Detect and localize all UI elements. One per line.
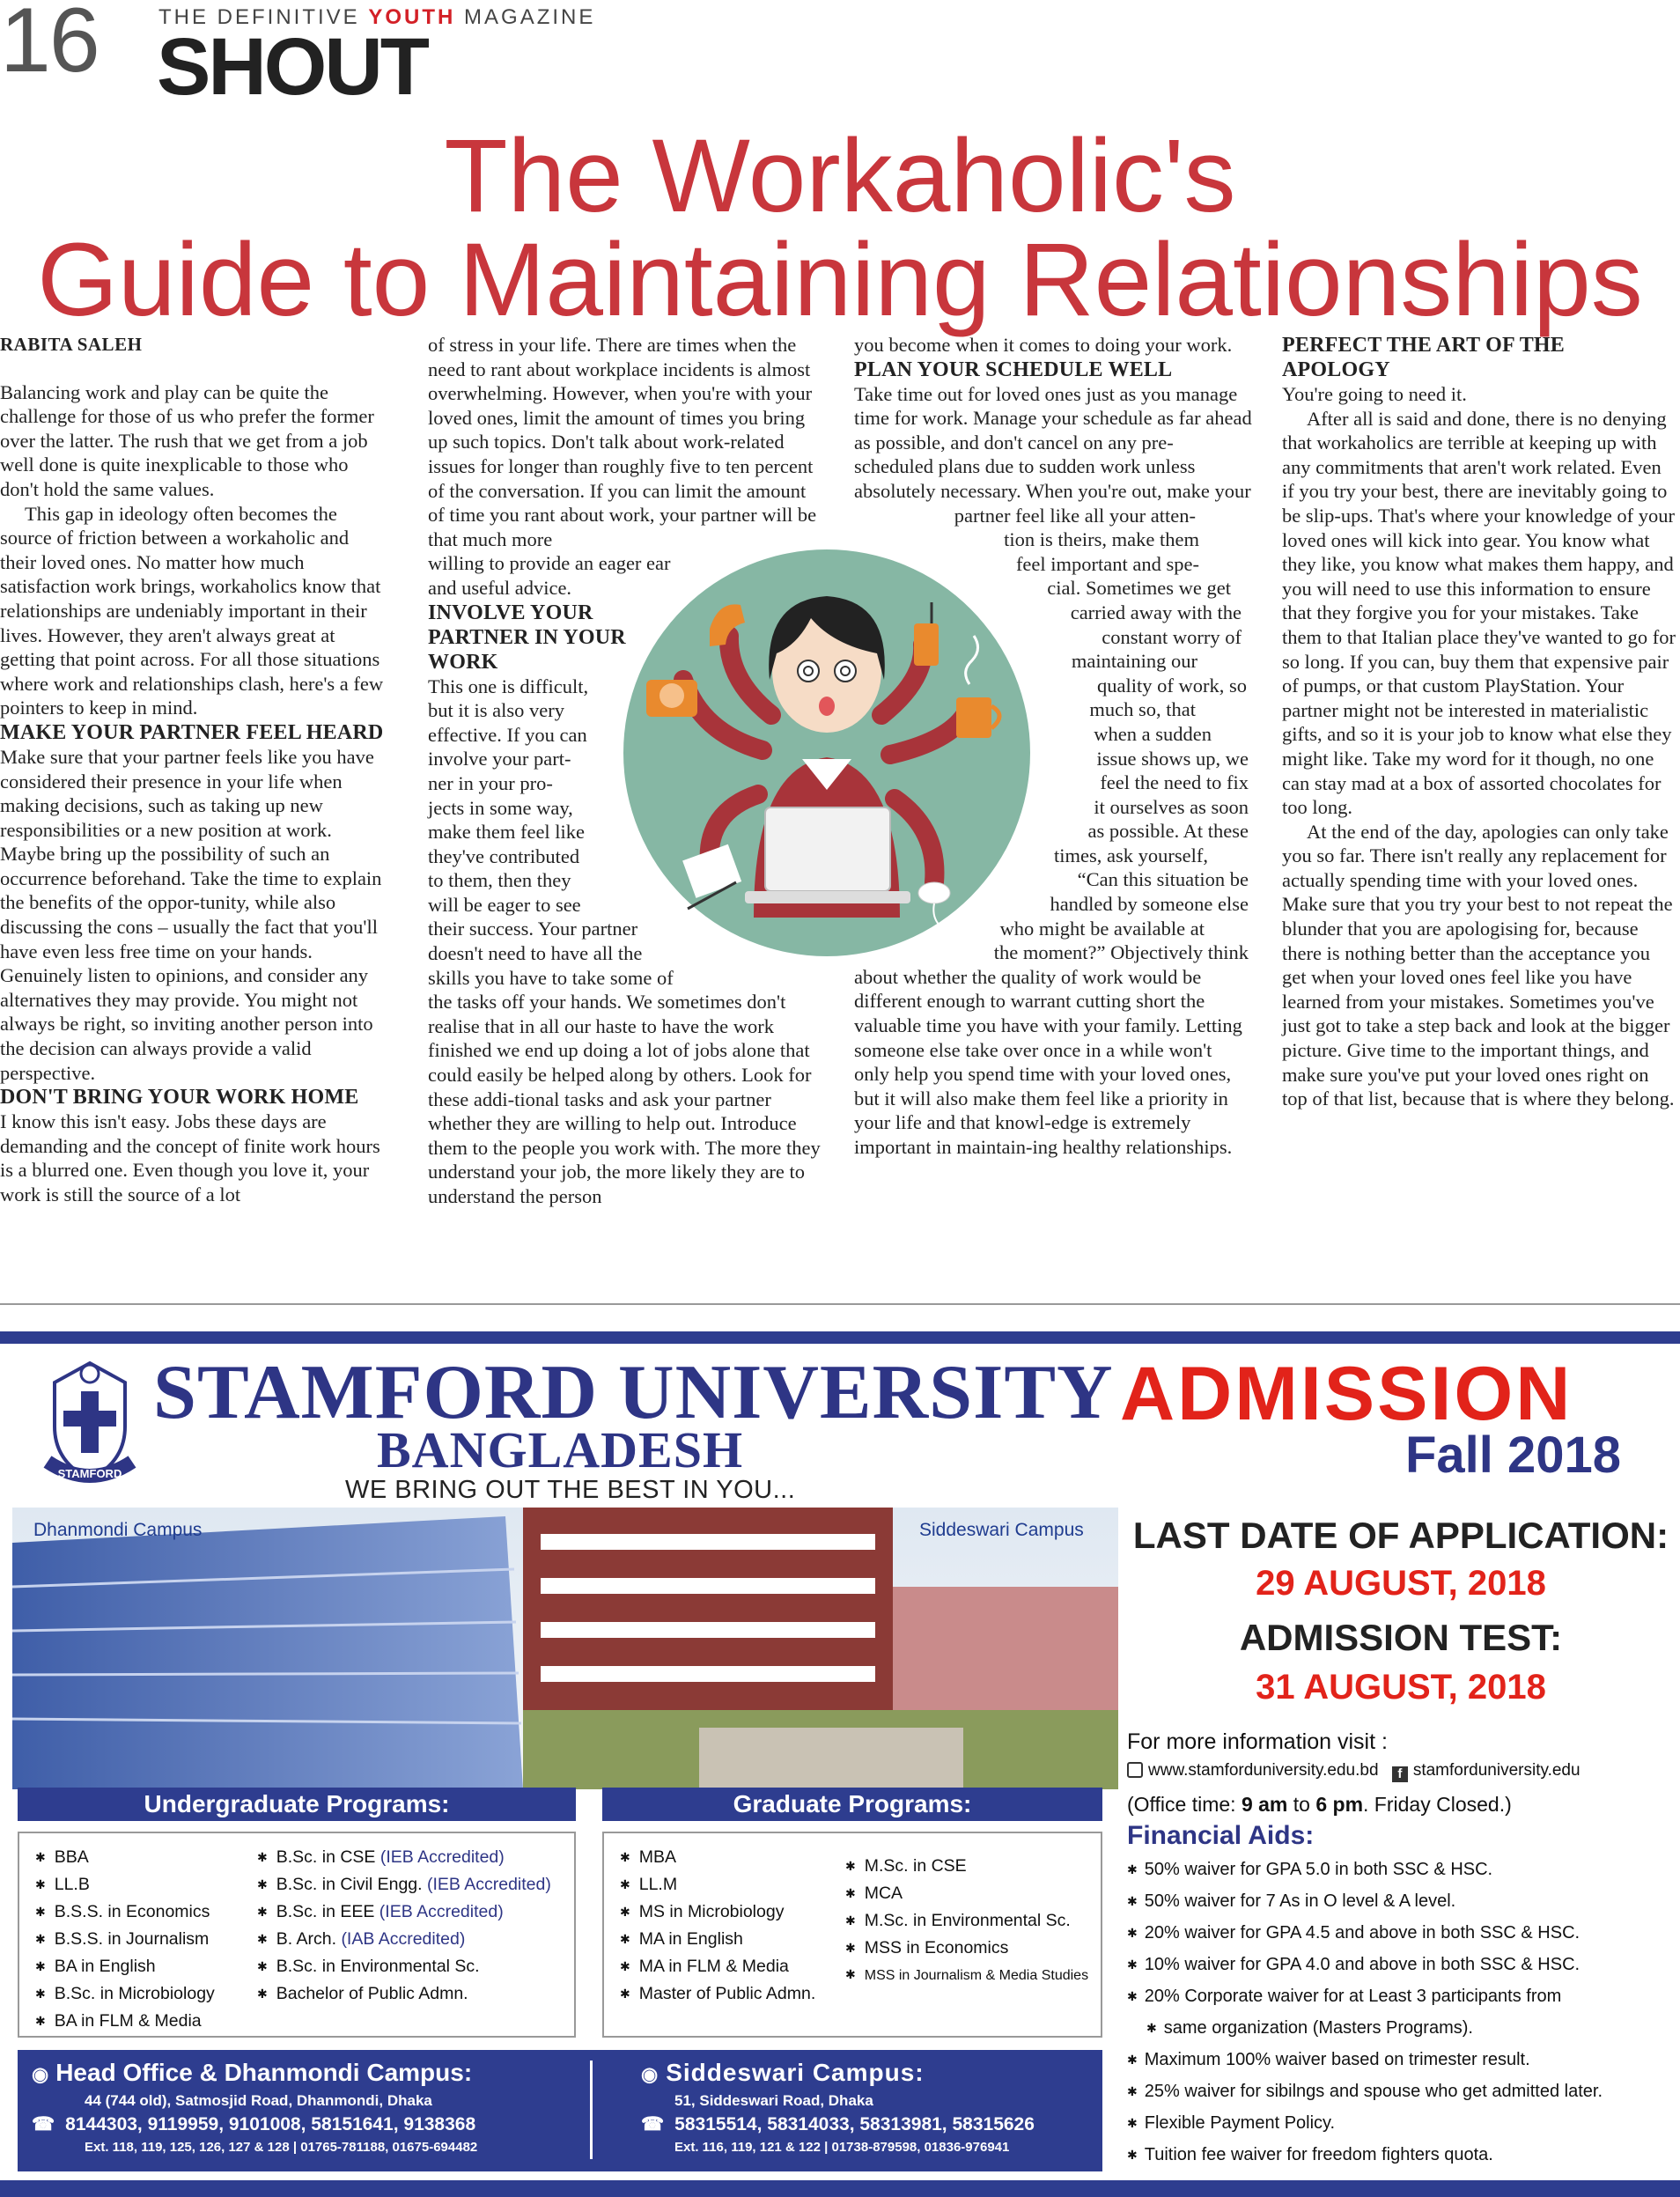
coffee-mug-icon	[956, 697, 991, 738]
list-item-continuation: ✱ same organization (Masters Programs).	[1127, 2013, 1603, 2045]
ad-top-border	[0, 1331, 1680, 1344]
left-eye	[798, 660, 819, 682]
paragraph: the tasks off your hands. We sometimes don't realise that in all our haste to have the work finished we end up doing a lot of jobs alone that could easily be helped along by others. Look for these addi-tional tasks and ask your partner whether they are willing to help out. Introduce them to the people you work with. The more they understand your job, the more likely they are to understand the person	[428, 991, 821, 1207]
list-item: ✱ Tuition fee waiver for freedom fighters quota.	[1127, 2140, 1603, 2171]
list-item: ✱ Master of Public Admn.	[620, 1980, 815, 2008]
university-motto: WE BRING OUT THE BEST IN YOU...	[345, 1476, 796, 1504]
undergraduate-heading: Undergraduate Programs:	[18, 1788, 576, 1821]
article-title-line2: Guide to Maintaining Relationships	[37, 222, 1643, 338]
globe-icon	[1127, 1762, 1143, 1778]
list-item: ✱ M.Sc. in Environmental Sc.	[845, 1907, 1088, 1935]
paragraph: At the end of the day, apologies can only take you so far. There isn't really any replacement for actually spending time with your loved ones. Make sure that you try your best to not repeat the blunder that you are apologising for, because there is nothing better than the acceptance you get when your loved ones feel like you have learned from your mistakes. Sometimes you've just got to take a step back and look at the bigger picture. Give time to the important things, and make sure you've put your loved ones right on top of that list, because that is where they belong.	[1282, 820, 1675, 1110]
list-item: ✱ 50% waiver for 7 As in O level & A level.	[1127, 1886, 1603, 1918]
section-heading: PERFECT THE ART OF THE APOLOGY	[1282, 334, 1565, 381]
campus-label-dhanmondi: Dhanmondi Campus	[33, 1520, 203, 1540]
list-item: ✱ BBA	[35, 1844, 215, 1871]
paragraph: of stress in your life. There are times when the need to rant about workplace incidents is almost overwhelming. However, when you're with your loved ones, limit the amount of times you bring up such topics. Don't talk about work-related issues for longer than roughly five to ten percent of the conversation. If you can limit the amount of time you rant about work, your partner will be that much more	[428, 334, 817, 550]
list-item: ✱ Bachelor of Public Admn.	[257, 1980, 551, 2008]
campus-photo	[12, 1508, 1118, 1789]
mouth	[819, 697, 835, 716]
paragraph: This gap in ideology often becomes the source of friction between a workaholic and their loved ones. No matter how much satisfaction work brings, workaholics know that relationships are undeniably important in their lives. However, they aren't always great at getting that point across. For all those situations where work and relationships clash, here's a few pointers to keep in mind.	[0, 502, 384, 719]
list-item: ✱ Flexible Payment Policy.	[1127, 2108, 1603, 2140]
location-pin-icon: ◉	[641, 2063, 659, 2085]
campus-label-siddeswari: Siddeswari Campus	[919, 1520, 1084, 1540]
facebook-link[interactable]: stamforduniversity.edu	[1412, 1761, 1581, 1780]
graduate-heading: Graduate Programs:	[602, 1788, 1102, 1821]
list-item: ✱ B. Arch. (IAB Accredited)	[257, 1926, 551, 1953]
byline: RABITA SALEH	[0, 334, 143, 355]
right-eye	[835, 660, 856, 682]
list-item: ✱ BA in FLM & Media	[35, 2008, 215, 2035]
campus-photo-art	[12, 1508, 1118, 1789]
siddeswari-title: ◉ Siddeswari Campus:	[641, 2059, 925, 2086]
list-item: ✱ B.Sc. in Environmental Sc.	[257, 1953, 551, 1980]
info-label: For more information visit :	[1127, 1729, 1388, 1754]
wrapped-paragraph: partner feel like all your atten- tion is theirs, make them feel important and spe- cial. Sometimes we get carried away with the constant worry of maintaining our quality of work, so much so, that when a sudden issue shows up, we feel the need to fix it ourselves as soon as possible. At these times, ask yourself, “Can this situation be handled by someone else who might be available at the moment?” Objectively think	[954, 504, 1249, 964]
svg-text:STAMFORD: STAMFORD	[57, 1467, 122, 1480]
graduate-list-left	[620, 1844, 815, 2008]
web-links	[1127, 1761, 1581, 1782]
university-name: STAMFORD UNIVERSITY	[153, 1350, 1114, 1435]
admission-test-date: 31 AUGUST, 2018	[1256, 1668, 1546, 1707]
list-item: ✱ B.S.S. in Journalism	[35, 1926, 215, 1953]
article-column-4	[1282, 333, 1678, 1111]
section-heading: INVOLVE YOUR PARTNER IN YOUR WORK	[428, 601, 626, 674]
list-item: ✱ BA in English	[35, 1953, 215, 1980]
admission-test-label: ADMISSION TEST:	[1239, 1617, 1563, 1658]
undergraduate-list-left	[35, 1844, 215, 2035]
siddeswari-phones: ☎ 58315514, 58314033, 58313981, 58315626	[641, 2114, 1035, 2134]
paragraph: I know this isn't easy. Jobs these days are demanding and the concept of finite work hours is a blurred one. Even though you love it, your work is still the source of a lot	[0, 1110, 380, 1205]
text-line: and useful advice.	[428, 576, 572, 599]
list-item: ✱ B.Sc. in Civil Engg. (IEB Accredited)	[257, 1871, 551, 1898]
workaholic-illustration	[622, 548, 1032, 958]
mobile-phone-icon	[914, 623, 939, 666]
list-item: ✱ B.Sc. in CSE (IEB Accredited)	[257, 1844, 551, 1871]
paragraph: about whether the quality of work would be different enough to warrant cutting short the valuable time you have with your family. Letting someone else take over once in a while won't only help you spend time with your loved ones, but it will also make them feel like a priority in your life and that knowl-edge is extremely important in maintain-ing healthy relationships.	[854, 965, 1242, 1158]
head-office-title: ◉ Head Office & Dhanmondi Campus:	[32, 2059, 473, 2086]
contact-bar	[18, 2050, 1102, 2171]
list-item: ✱ 50% waiver for GPA 5.0 in both SSC & HSC.	[1127, 1854, 1603, 1886]
list-item: ✱ Maximum 100% waiver based on trimester result.	[1127, 2045, 1603, 2076]
head-office-phones: ☎ 8144303, 9119959, 9101008, 58151641, 9138368	[32, 2114, 476, 2134]
list-item: ✱ 20% Corporate waiver for at Least 3 participants from	[1127, 1981, 1603, 2013]
siddeswari-address: 51, Siddeswari Road, Dhaka	[674, 2092, 873, 2109]
text-line: willing to provide an eager ear	[428, 552, 671, 575]
paragraph: You're going to need it.	[1282, 383, 1467, 405]
list-item: ✱ MS in Microbiology	[620, 1898, 815, 1926]
ad-bottom-border	[0, 2180, 1680, 2197]
list-item: ✱ LL.B	[35, 1871, 215, 1898]
list-item: ✱ MSS in Economics	[845, 1935, 1088, 1962]
last-date-label: LAST DATE OF APPLICATION:	[1132, 1515, 1669, 1556]
list-item: ✱ MSS in Journalism & Media Studies	[845, 1962, 1088, 1989]
laptop-icon	[765, 807, 890, 891]
contact-separator	[590, 2061, 593, 2159]
list-item: ✱ B.Sc. in Microbiology	[35, 1980, 215, 2008]
list-item: ✱ LL.M	[620, 1871, 815, 1898]
magazine-tagline: THE DEFINITIVE YOUTH MAGAZINE	[158, 5, 596, 29]
head-office-address: 44 (744 old), Satmosjid Road, Dhanmondi, Dhaka	[85, 2092, 432, 2109]
financial-aids-list	[1127, 1854, 1603, 2171]
siddeswari-ext: Ext. 116, 119, 121 & 122 | 01738-879598, 01836-976941	[674, 2140, 1010, 2155]
office-hours: (Office time: 9 am to 6 pm. Friday Closed.)	[1127, 1793, 1512, 1816]
magazine-logo: SHOUT	[157, 22, 427, 112]
wrapped-paragraph: This one is difficult, but it is also very effective. If you can involve your part- ner in your pro- jects in some way, make them feel like they've contributed to them, then they will be eager to see their success. Your partner doesn't need to have all the skills you have to take some of	[428, 675, 674, 989]
list-item: ✱ B.S.S. in Economics	[35, 1898, 215, 1926]
computer-mouse-icon	[918, 882, 950, 903]
list-item: ✱ MA in English	[620, 1926, 815, 1953]
university-crest-icon	[37, 1356, 143, 1488]
location-pin-icon: ◉	[32, 2063, 49, 2085]
financial-aids-title: Financial Aids:	[1127, 1821, 1315, 1850]
undergraduate-list-right	[257, 1844, 551, 2008]
telephone-icon: ☎	[32, 2114, 55, 2134]
university-country: BANGLADESH	[377, 1421, 744, 1478]
facebook-icon: f	[1392, 1766, 1408, 1782]
section-heading: DON'T BRING YOUR WORK HOME	[0, 1086, 359, 1110]
section-heading: MAKE YOUR PARTNER FEEL HEARD	[0, 720, 384, 744]
paragraph: you become when it comes to doing your work.	[854, 334, 1233, 356]
paragraph: After all is said and done, there is no denying that workaholics are terrible at keeping up with any commitments that aren't work related. Even if you try your best, there are inevitably going to be slip-ups. That's where your knowledge of your loved ones will kick into gear. You know what they like, you know what makes them happy, and you will need to use this information to ensure that they forgive you for your mistakes. Take them to that Italian place they've wanted to go for so long. If you can, buy them that expensive pair of pumps, or that custom PlayStation. Your partner might not be interested in materialistic gifts, and so it is your job to know what else they might like. Take my word for it though, no one can stay mad at a box of assorted chocolates for too long.	[1282, 407, 1676, 819]
last-date-value: 29 AUGUST, 2018	[1256, 1564, 1546, 1603]
website-link[interactable]: www.stamforduniversity.edu.bd	[1148, 1761, 1379, 1780]
list-item: ✱ 10% waiver for GPA 4.0 and above in both SSC & HSC.	[1127, 1950, 1603, 1981]
list-item: ✱ MCA	[845, 1880, 1088, 1907]
graduate-list-right	[845, 1853, 1088, 1989]
article-title-line1: The Workaholic's	[444, 118, 1236, 234]
admission-season: Fall 2018	[1405, 1427, 1622, 1484]
list-item: ✱ MBA	[620, 1844, 815, 1871]
list-item: ✱ 20% waiver for GPA 4.5 and above in both SSC & HSC.	[1127, 1918, 1603, 1950]
telephone-icon: ☎	[641, 2114, 665, 2134]
section-heading: PLAN YOUR SCHEDULE WELL	[854, 358, 1173, 381]
page-number: 16	[0, 0, 99, 92]
paragraph: Make sure that your partner feels like you have considered their presence in your life when making decisions, such as taking up new responsibilities or a new position at work. Maybe bring up the possibility of such an occurrence beforehand. Take the time to explain the benefits of the oppor-tunity, while also discussing the cons – usually the fact that you'll have even less free time on your hands. Genuinely listen to opinions, and consider any alternatives they may provide. You might not always be right, so inviting another person into the decision can always provide a valid perspective.	[0, 745, 382, 1084]
admission-headline: ADMISSION	[1120, 1352, 1573, 1436]
paragraph: Balancing work and play can be quite the challenge for those of us who prefer the former over the latter. The rush that we get from a job well done is quite inexplicable to those who don't hold the same values.	[0, 380, 374, 500]
list-item: ✱ B.Sc. in EEE (IEB Accredited)	[257, 1898, 551, 1926]
list-item: ✱ MA in FLM & Media	[620, 1953, 815, 1980]
list-item: ✱ 25% waiver for sibilngs and spouse who get admitted later.	[1127, 2076, 1603, 2108]
head-office-ext: Ext. 118, 119, 125, 126, 127 & 128 | 01765-781188, 01675-694482	[85, 2140, 478, 2155]
list-item: ✱ M.Sc. in CSE	[845, 1853, 1088, 1880]
section-divider	[0, 1303, 1680, 1305]
paragraph: Take time out for loved ones just as you manage time for work. Manage your schedule as far ahead as possible, and don't cancel on any pre-scheduled plans due to sudden work unless absolutely necessary. When you're out, make your	[854, 382, 1252, 502]
article-column-1	[0, 333, 387, 1207]
